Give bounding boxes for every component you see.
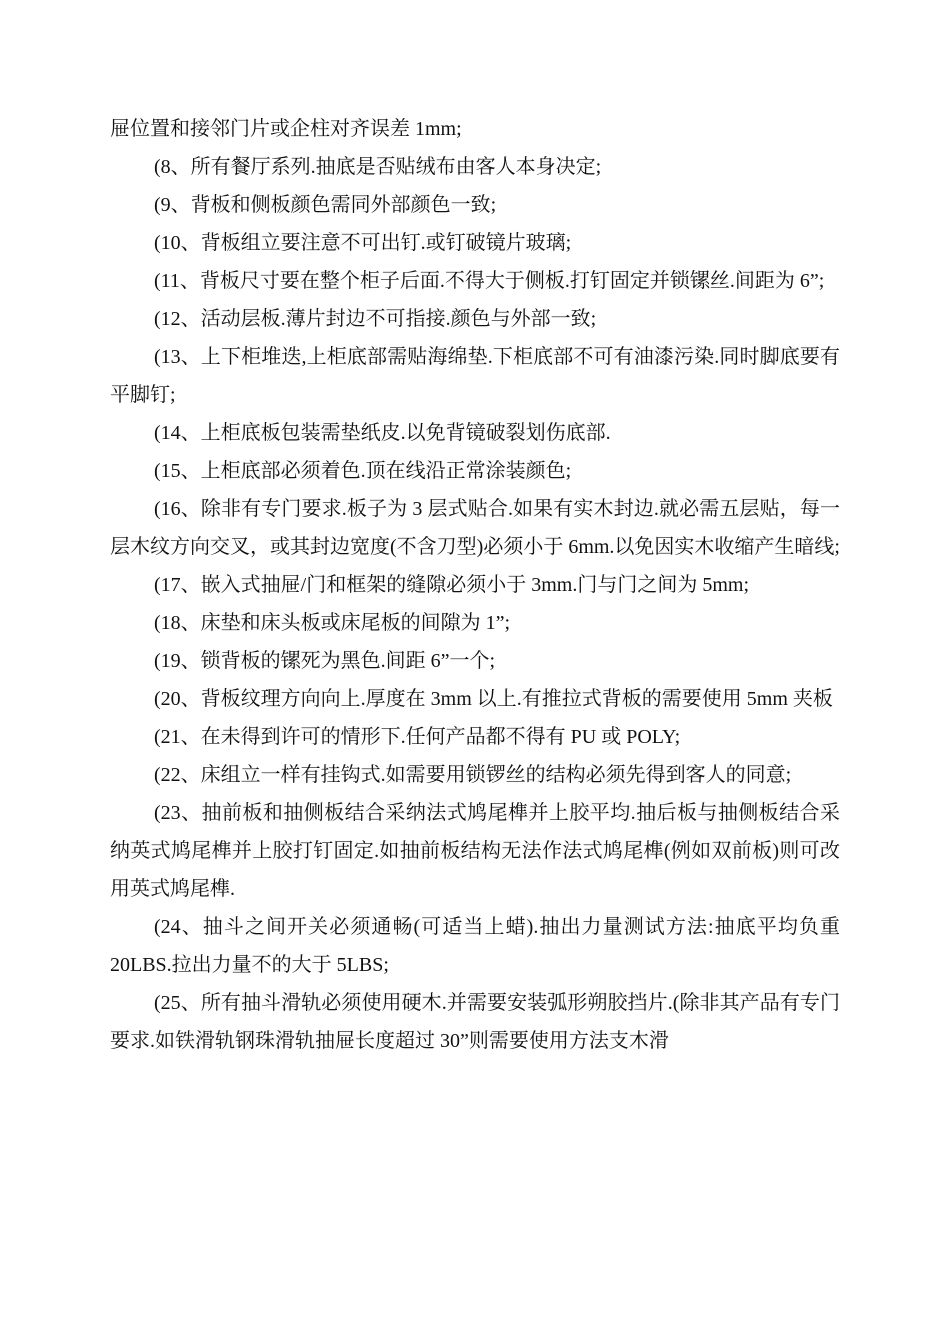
paragraph-item-20: (20、背板纹理方向向上.厚度在 3mm 以上.有推拉式背板的需要使用 5mm 夹板 — [154, 688, 833, 710]
paragraph-item-21: (21、在未得到许可的情形下.任何产品都不得有 PU 或 POLY; — [154, 726, 681, 748]
paragraph-item-8: (8、所有餐厅系列.抽底是否贴绒布由客人本身决定; — [154, 156, 602, 178]
paragraph-item-14: (14、上柜底板包装需垫纸皮.以免背镜破裂划伤底部. — [154, 422, 611, 444]
paragraph-item-11: (11、背板尺寸要在整个柜子后面.不得大于侧板.打钉固定并锁镙丝.间距为 6”; — [154, 270, 825, 292]
document-page — [110, 110, 840, 1060]
paragraph-item-15: (15、上柜底部必须着色.顶在线沿正常涂装颜色; — [154, 460, 572, 482]
paragraph-item-19: (19、锁背板的镙死为黑色.间距 6”一个; — [154, 650, 496, 672]
paragraph-item-16: (16、除非有专门要求.板子为 3 层式贴合.如果有实木封边.就必需五层贴，每一层木纹方向交叉，或其封边宽度(不含刀型)必须小于 6mm.以免因实木收缩产生暗线; — [110, 498, 840, 558]
paragraph-item-10: (10、背板组立要注意不可出钉.或钉破镜片玻璃; — [154, 232, 572, 254]
paragraph-item-23: (23、抽前板和抽侧板结合采纳法式鸠尾榫并上胶平均.抽后板与抽侧板结合采纳英式鸠尾榫并上胶打钉固定.如抽前板结构无法作法式鸠尾榫(例如双前板)则可改用英式鸠尾榫. — [110, 802, 840, 900]
paragraph-item-22: (22、床组立一样有挂钩式.如需要用锁锣丝的结构必须先得到客人的同意; — [154, 764, 792, 786]
paragraph-item-24: (24、抽斗之间开关必须通畅(可适当上蜡).抽出力量测试方法:抽底平均负重 20LBS.拉出力量不的大于 5LBS; — [110, 916, 840, 976]
paragraph-item-9: (9、背板和侧板颜色需同外部颜色一致; — [154, 194, 497, 216]
paragraph-item-18: (18、床垫和床头板或床尾板的间隙为 1”; — [154, 612, 511, 634]
paragraph-item-13: (13、上下柜堆迭,上柜底部需贴海绵垫.下柜底部不可有油漆污染.同时脚底要有平脚钉; — [110, 346, 840, 406]
paragraph-item-17: (17、嵌入式抽屉/门和框架的缝隙必须小于 3mm.门与门之间为 5mm; — [154, 574, 749, 596]
paragraph-continuation: 屉位置和接邻门片或企柱对齐误差 1mm; — [110, 118, 462, 140]
paragraph-item-25: (25、所有抽斗滑轨必须使用硬木.并需要安装弧形朔胶挡片.(除非其产品有专门要求.如铁滑轨钢珠滑轨抽屉长度超过 30”则需要使用方法支木滑 — [110, 992, 840, 1052]
paragraph-item-12: (12、活动层板.薄片封边不可指接.颜色与外部一致; — [154, 308, 597, 330]
